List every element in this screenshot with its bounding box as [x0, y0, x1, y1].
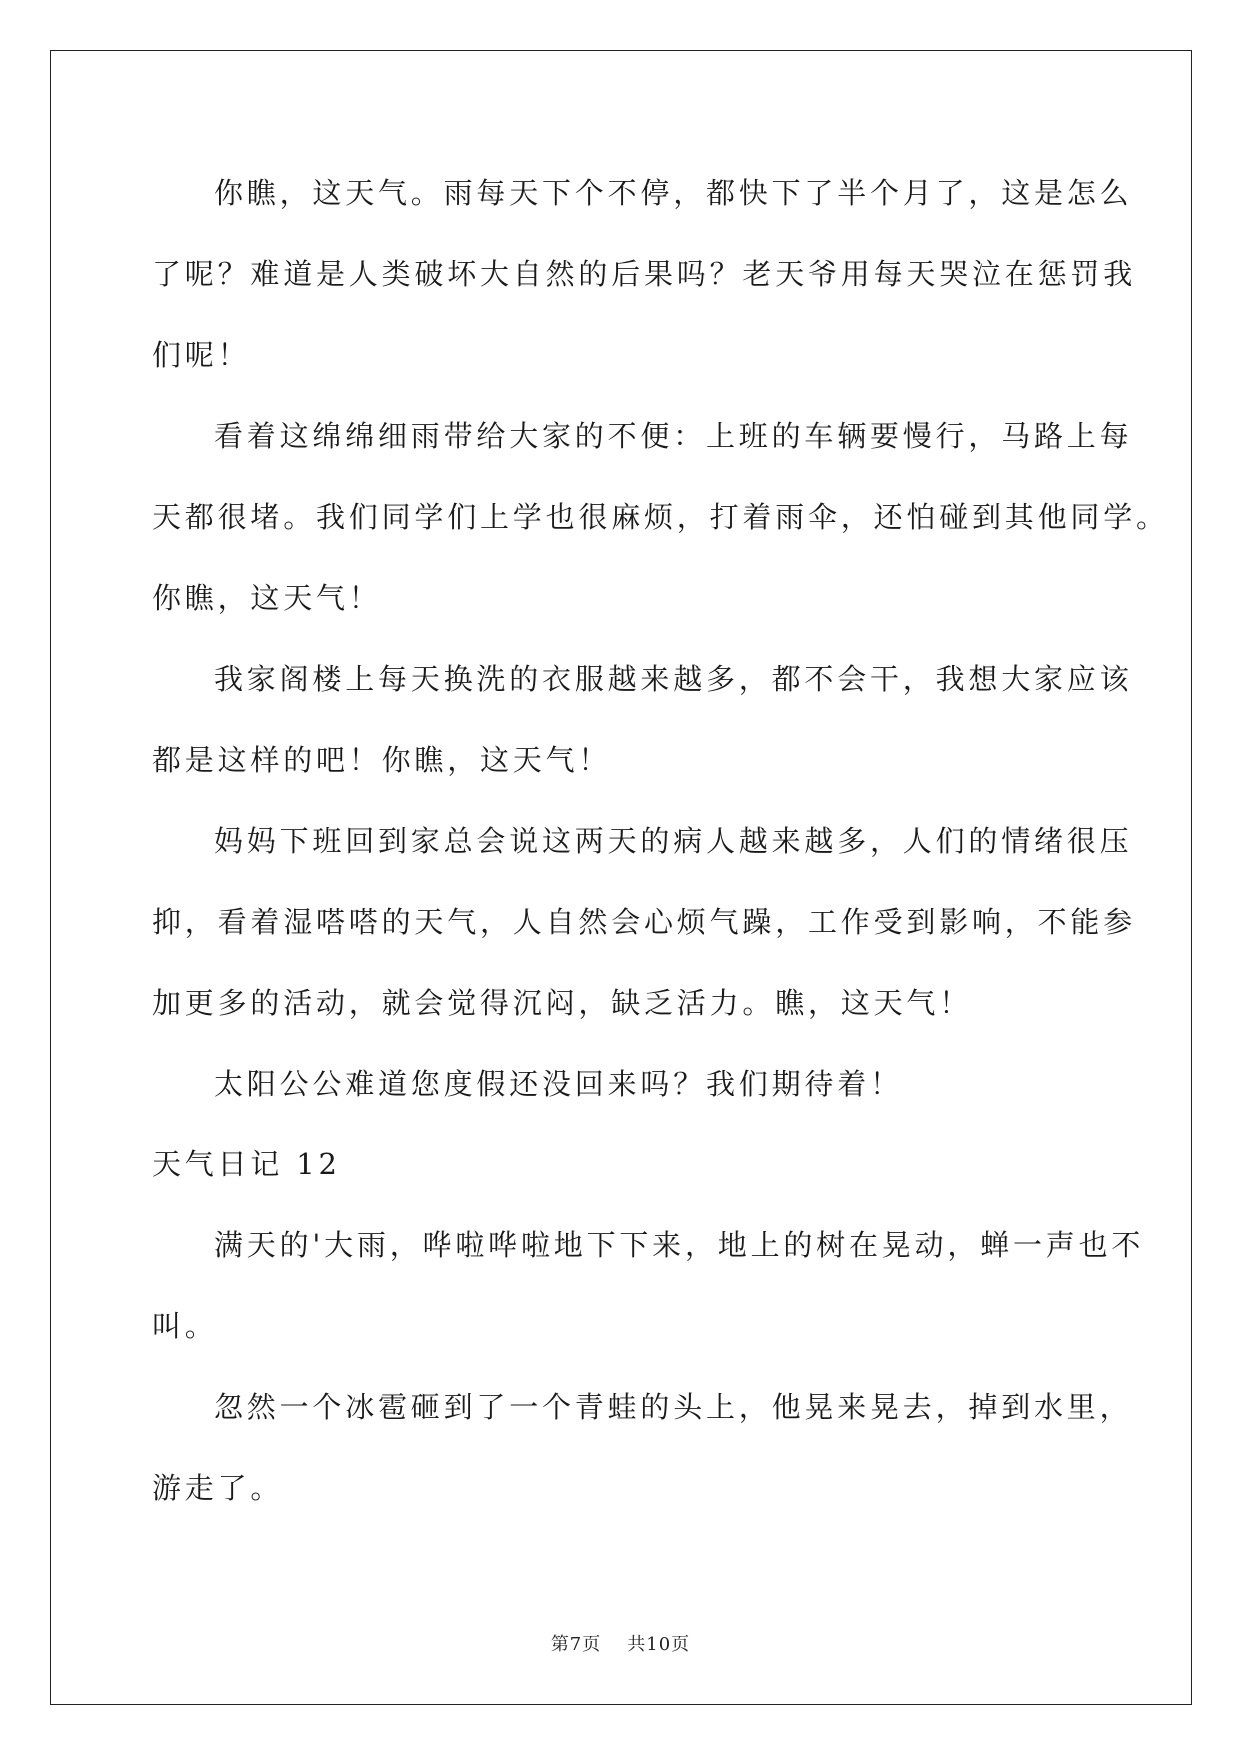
paragraph-line: 满天的'大雨，哗啦哗啦地下下来，地上的树在晃动，蝉一声也不 — [214, 1228, 1145, 1262]
page-footer — [0, 1630, 1241, 1656]
paragraph-line: 我家阁楼上每天换洗的衣服越来越多，都不会干，我想大家应该 — [214, 662, 1133, 696]
paragraph-line: 看着这绵绵细雨带给大家的不便：上班的车辆要慢行，马路上每 — [214, 419, 1133, 453]
paragraph-line: 你瞧，这天气！ — [152, 581, 382, 615]
paragraph-line: 太阳公公难道您度假还没回来吗？我们期待着！ — [214, 1067, 903, 1101]
paragraph-line: 天都很堵。我们同学们上学也很麻烦，打着雨伞，还怕碰到其他同学。 — [152, 500, 1169, 534]
paragraph-line: 加更多的活动，就会觉得沉闷，缺乏活力。瞧，这天气！ — [152, 986, 973, 1020]
page-border — [50, 50, 1192, 1705]
paragraph-line: 游走了。 — [152, 1471, 284, 1505]
paragraph-line: 抑，看着湿嗒嗒的天气，人自然会心烦气躁，工作受到影响，不能参 — [152, 905, 1137, 939]
page-total: 共10页 — [627, 1634, 691, 1655]
paragraph-line: 叫。 — [152, 1309, 218, 1343]
paragraph-line: 了呢？难道是人类破坏大自然的后果吗？老天爷用每天哭泣在惩罚我 — [152, 257, 1137, 291]
paragraph-line: 们呢！ — [152, 338, 251, 372]
section-heading: 天气日记 12 — [152, 1147, 341, 1181]
page-number: 第7页 — [550, 1634, 602, 1655]
paragraph-line: 都是这样的吧！你瞧，这天气！ — [152, 743, 612, 777]
paragraph-line: 你瞧，这天气。雨每天下个不停，都快下了半个月了，这是怎么 — [214, 176, 1133, 210]
paragraph-line: 忽然一个冰雹砸到了一个青蛙的头上，他晃来晃去，掉到水里， — [214, 1390, 1133, 1424]
paragraph-line: 妈妈下班回到家总会说这两天的病人越来越多，人们的情绪很压 — [214, 824, 1133, 858]
